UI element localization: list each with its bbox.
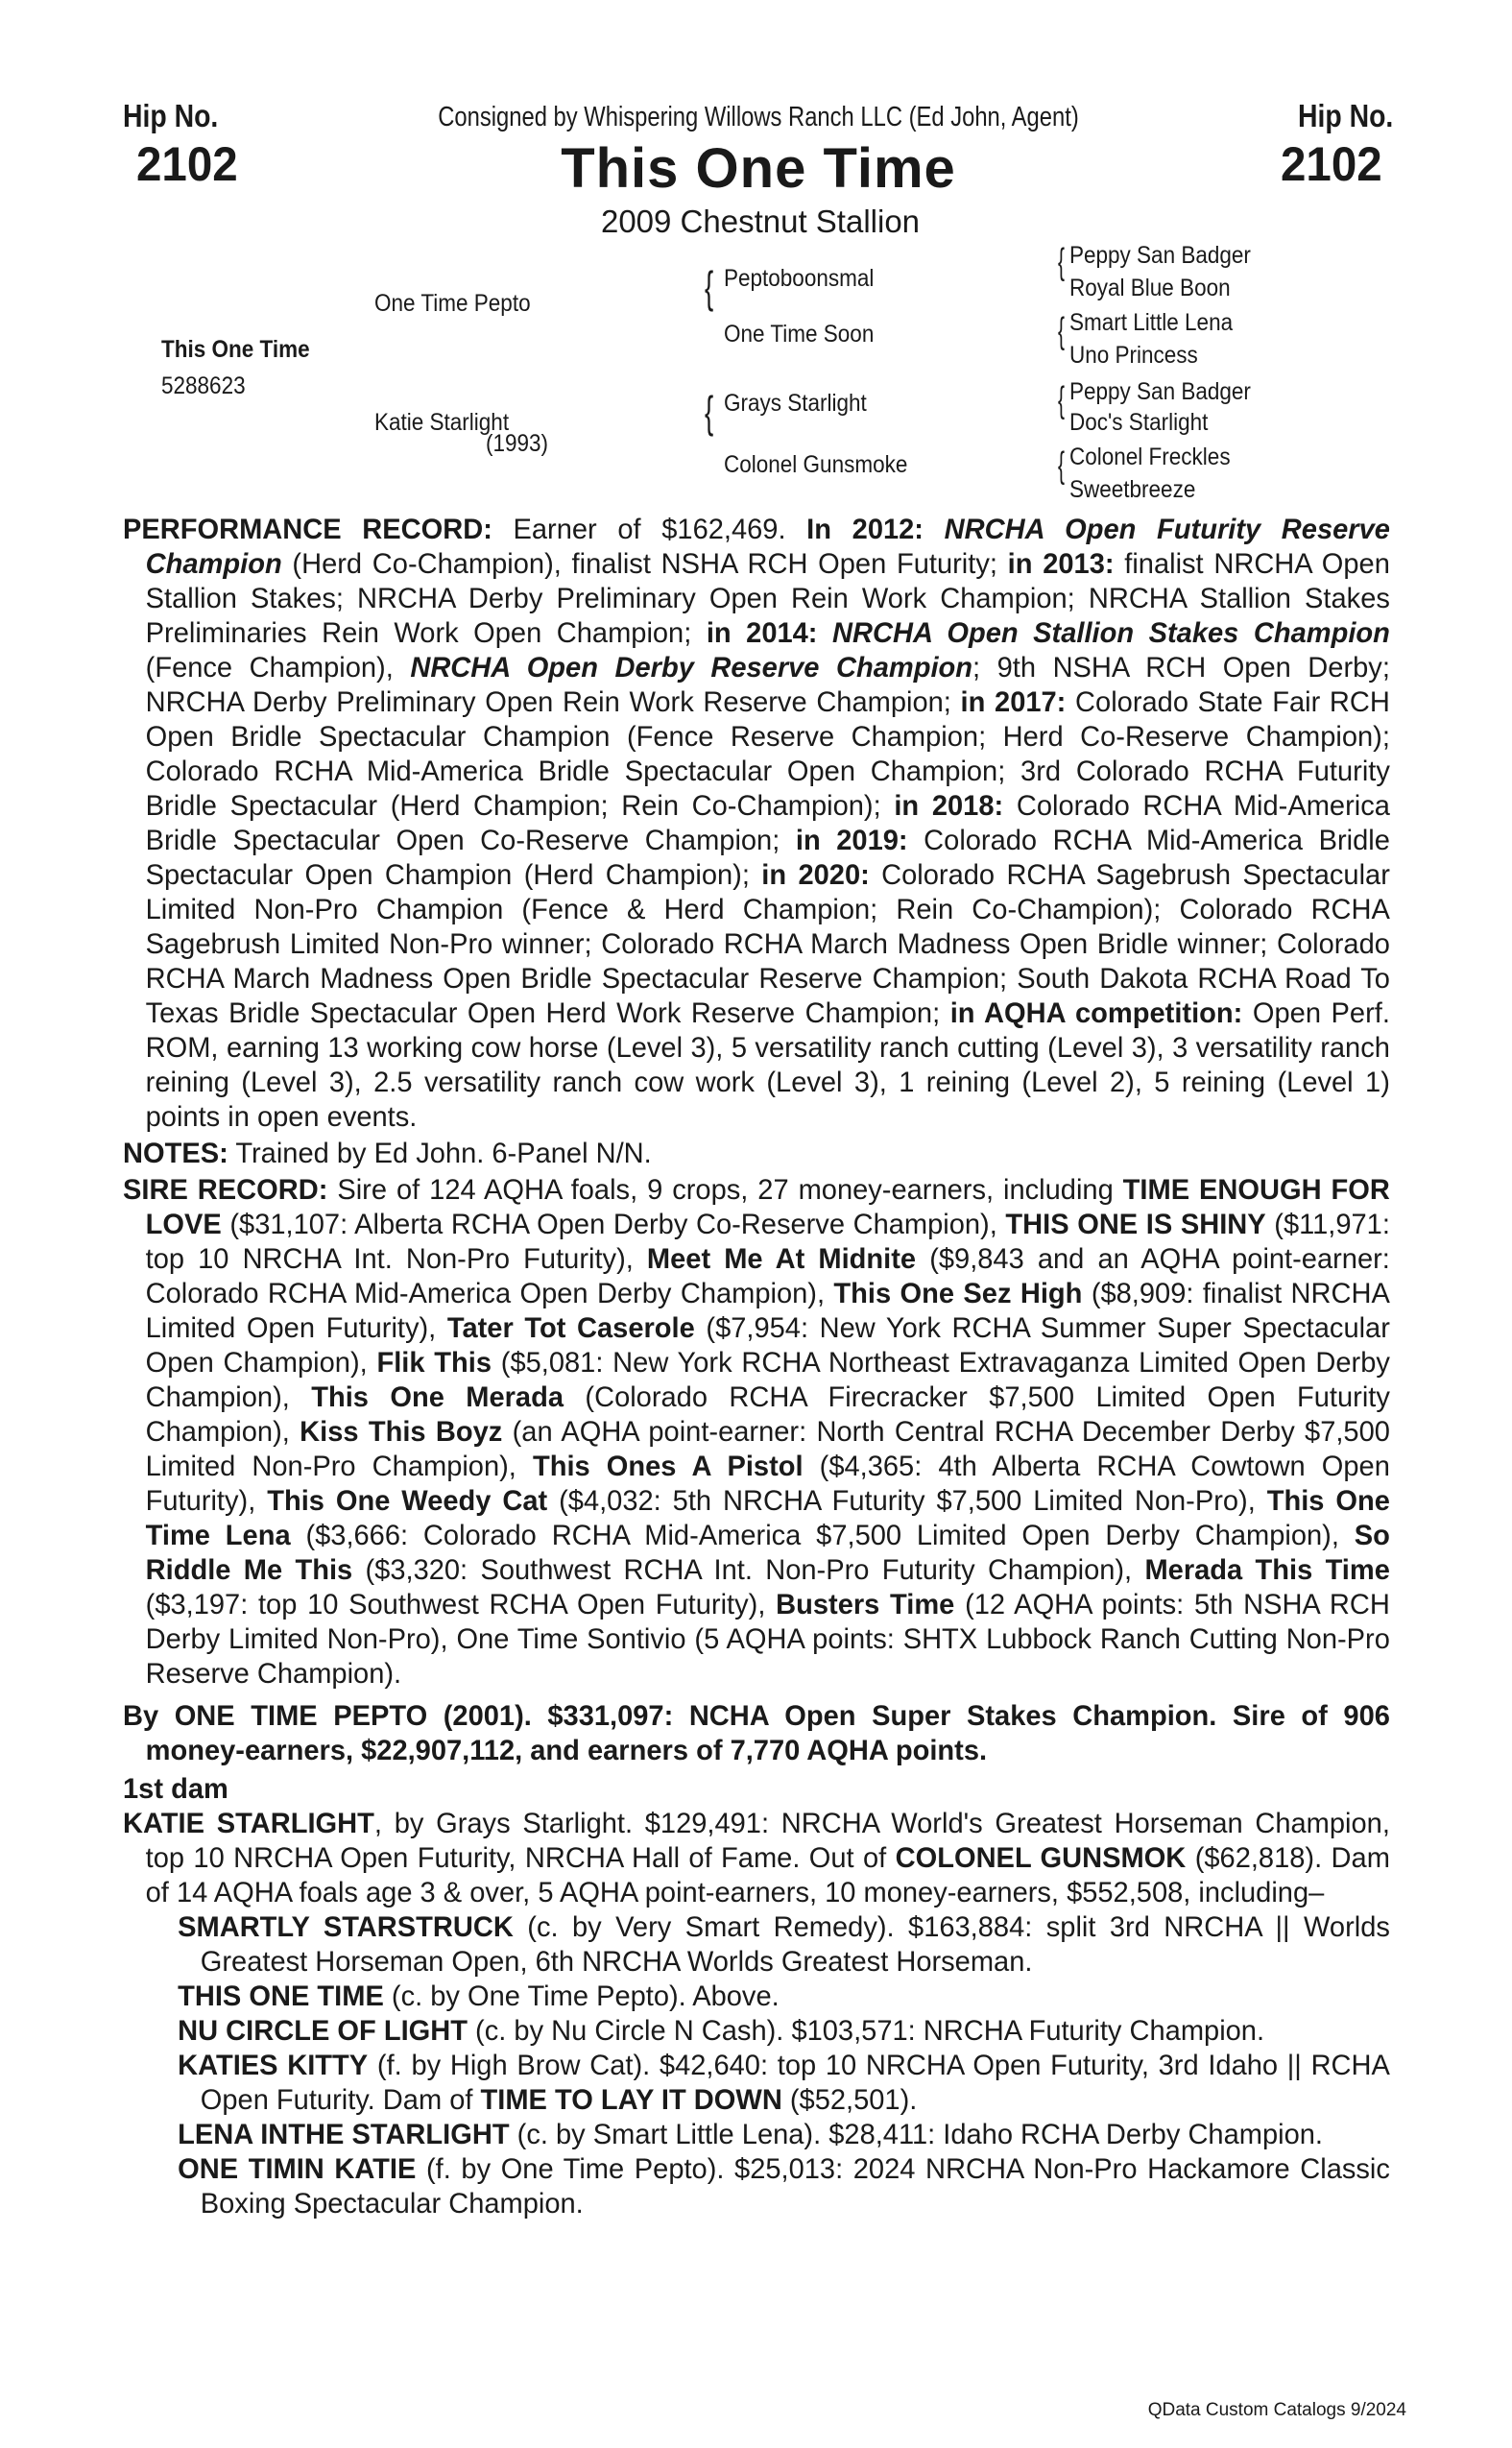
hip-label-left: Hip No. [123, 98, 219, 133]
brace-dam: { [705, 387, 714, 437]
pedigree-g1: Peppy San Badger [1069, 242, 1251, 269]
highlight-title: NRCHA Open Derby Reserve Champion [410, 652, 973, 684]
pedigree-g3: Smart Little Lena [1069, 309, 1234, 336]
by-sire-line: By ONE TIME PEPTO (2001). $331,097: NCHA Open Super Stakes Champion. Sire of 906 money-earners, $22,907,112, and earners of 7,770 AQHA points. [123, 1700, 1390, 1766]
produce-name: NU CIRCLE OF LIGHT [178, 2015, 468, 2047]
sire-record-text: ($8,909: finalist NRCHA Limited Open Futurity), [145, 1278, 1390, 1344]
sire-record-text: ($3,666: Colorado RCHA Mid-America $7,500 Limited Open Derby Champion), [290, 1520, 1355, 1551]
hip-number-right: 2102 [1281, 137, 1382, 191]
first-dam [123, 1807, 1390, 1910]
produce-text: (c. by Nu Circle N Cash). $103,571: NRCHA Futurity Champion. [467, 2015, 1265, 2047]
pedigree-dam-sire: Grays Starlight [724, 390, 867, 417]
pedigree-g7: Colonel Freckles [1069, 444, 1231, 470]
pedigree-sire-sire: Peptoboonsmal [724, 265, 875, 292]
offspring-name: So Riddle Me This [145, 1520, 1390, 1586]
catalog-body [123, 513, 1390, 2221]
pedigree-g4: Uno Princess [1069, 342, 1198, 369]
produce-item [123, 2014, 1390, 2049]
sire-record [123, 1173, 1390, 1692]
sire-record-text: ($3,197: top 10 Southwest RCHA Open Futurity), [145, 1589, 777, 1620]
produce-name: SMARTLY STARSTRUCK [178, 1911, 514, 1943]
produce-name: THIS ONE TIME [178, 1980, 384, 2012]
produce-item [123, 1910, 1390, 1980]
year-2018: in 2018: [894, 790, 1004, 822]
offspring-name: Kiss This Boyz [300, 1416, 503, 1448]
produce-text: ($52,501). [781, 2084, 918, 2116]
produce-text: (f. by One Time Pepto). $25,013: 2024 NRCHA Non-Pro Hackamore Classic Boxing Spectacular Champion. [200, 2153, 1390, 2220]
brace-g4: { [1058, 445, 1065, 486]
offspring-name: Flik This [376, 1347, 492, 1379]
performance-text: Open Perf. ROM, earning 13 working cow horse (Level 3), 5 versatility ranch cutting (Level 3), 3 versatility ranch reining (Level 3), 2.5 versatility ranch cow work (Level 3), 1 reining (Level 2), 5 reining (Level 1) points in open events. [145, 997, 1390, 1133]
hip-label-right: Hip No. [1298, 98, 1394, 133]
performance-text: finalist NRCHA Open Stallion Stakes; NRCHA Derby Preliminary Open Rein Work Champion; NRCHA Stallion Stakes Preliminaries Rein Work Open Champion; [145, 548, 1390, 649]
consignor-line: Consigned by Whispering Willows Ranch LLC (Ed John, Agent) [438, 102, 1079, 132]
aqha-heading: in AQHA competition: [949, 997, 1243, 1029]
sire-record-text: (an AQHA point-earner: North Central RCHA December Derby $7,500 Limited Non-Pro Champion), [145, 1416, 1390, 1482]
pedigree-sire: One Time Pepto [374, 290, 531, 317]
produce-text: (c. by Smart Little Lena). $28,411: Idaho RCHA Derby Champion. [509, 2119, 1323, 2150]
sire-record-text: ($4,365: 4th Alberta RCHA Cowtown Open Futurity), [145, 1451, 1390, 1517]
year-2019: in 2019: [795, 825, 908, 856]
grandget-name: TIME TO LAY IT DOWN [480, 2084, 782, 2116]
offspring-name: TIME ENOUGH FOR LOVE [145, 1174, 1390, 1240]
performance-text: (Fence Champion), [145, 652, 411, 684]
performance-text: (Herd Co-Champion), finalist NSHA RCH Open Futurity; [281, 548, 1008, 580]
produce-name: LENA INTHE STARLIGHT [178, 2119, 510, 2150]
notes-label: NOTES: [123, 1138, 228, 1169]
brace-g3: { [1058, 380, 1065, 420]
produce-item [123, 2049, 1390, 2118]
offspring-name: Busters Time [776, 1589, 955, 1620]
produce-name: ONE TIMIN KATIE [178, 2153, 417, 2185]
offspring-name: This One Weedy Cat [267, 1485, 548, 1517]
highlight-title: NRCHA Open Stallion Stakes Champion [832, 617, 1390, 649]
performance-text: Colorado RCHA Sagebrush Spectacular Limited Non-Pro Champion (Fence & Herd Champion; Rein Co-Champion); Colorado RCHA Sagebrush Limited Non-Pro winner; Colorado RCHA March Madness Open Bridle winner; Colorado RCHA March Madness Open Bridle Spectacular Reserve Champion; South Dakota RCHA Road To Texas Bridle Spectacular Open Herd Work Reserve Champion; [145, 859, 1390, 1029]
produce-item [123, 2118, 1390, 2152]
horse-title: This One Time [561, 137, 956, 200]
performance-text: Colorado RCHA Mid-America Bridle Spectacular Open Champion (Herd Champion); [145, 825, 1390, 891]
sire-record-text: Sire of 124 AQHA foals, 9 crops, 27 money-earners, including [327, 1174, 1123, 1206]
performance-text: Colorado RCHA Mid-America Bridle Spectacular Open Co-Reserve Champion; [145, 790, 1390, 856]
dam-name: KATIE STARLIGHT [123, 1808, 374, 1839]
produce-item [123, 1980, 1390, 2014]
offspring-name: This One Merada [311, 1381, 564, 1413]
offspring-name: Tater Tot Caserole [446, 1312, 695, 1344]
sire-record-text: ($3,320: Southwest RCHA Int. Non-Pro Futurity Champion), [352, 1554, 1145, 1586]
performance-text: Earner of $162,469. [492, 514, 807, 545]
produce-list [123, 1910, 1390, 2221]
year-2014: in 2014: [706, 617, 833, 649]
pedigree-g6: Doc's Starlight [1069, 409, 1209, 436]
performance-label: PERFORMANCE RECORD: [123, 514, 492, 545]
notes [123, 1137, 1390, 1171]
dam-text: ($62,818). Dam of 14 AQHA foals age 3 & over, 5 AQHA point-earners, 10 money-earners, $552,508, including– [145, 1842, 1390, 1908]
offspring-name: Meet Me At Midnite [646, 1243, 917, 1275]
pedigree-reg-number: 5288623 [161, 372, 246, 399]
footer-credit: QData Custom Catalogs 9/2024 [1147, 2400, 1406, 2420]
pedigree-sire-dam: One Time Soon [724, 321, 875, 348]
pedigree-dam: Katie Starlight [374, 409, 510, 436]
hip-number-left: 2102 [136, 137, 238, 191]
produce-name: KATIES KITTY [178, 2050, 369, 2081]
pedigree-horse: This One Time [161, 336, 310, 363]
pedigree-dam-year: (1993) [486, 430, 549, 457]
offspring-name: Merada This Time [1144, 1554, 1390, 1586]
produce-text: (f. by High Brow Cat). $42,640: top 10 NRCHA Open Futurity, 3rd Idaho || RCHA Open Futurity. Dam of [200, 2050, 1390, 2116]
sire-record-text: ($5,081: New York RCHA Northeast Extravaganza Limited Open Derby Champion), [145, 1347, 1390, 1413]
performance-text: Colorado State Fair RCH Open Bridle Spectacular Champion (Fence Reserve Champion; Herd Co-Reserve Champion); Colorado RCHA Mid-America Bridle Spectacular Open Champion; 3rd Colorado RCHA Futurity Bridle Spectacular (Herd Champion; Rein Co-Champion); [145, 686, 1390, 822]
granddam-name: COLONEL GUNSMOK [895, 1842, 1187, 1874]
sire-record-text: ($4,032: 5th NRCHA Futurity $7,500 Limited Non-Pro), [547, 1485, 1267, 1517]
first-dam-heading: 1st dam [123, 1773, 228, 1805]
offspring-name: This One Time Lena [145, 1485, 1390, 1551]
brace-sire: { [705, 262, 714, 312]
dam-text: , by Grays Starlight. $129,491: NRCHA World's Greatest Horseman Champion, top 10 NRCHA Open Futurity, NRCHA Hall of Fame. Out of [145, 1808, 1390, 1874]
produce-text: (c. by One Time Pepto). Above. [383, 1980, 780, 2012]
sire-record-text: ($11,971: top 10 NRCHA Int. Non-Pro Futurity), [145, 1209, 1390, 1275]
offspring-name: This One Sez High [833, 1278, 1083, 1309]
pedigree-g5: Peppy San Badger [1069, 378, 1251, 405]
sire-record-text: ($31,107: Alberta RCHA Open Derby Co-Reserve Champion), [221, 1209, 1006, 1240]
offspring-name: This Ones A Pistol [532, 1451, 804, 1482]
year-2017: in 2017: [960, 686, 1067, 718]
produce-item [123, 2152, 1390, 2221]
produce-text: (c. by Very Smart Remedy). $163,884: split 3rd NRCHA || Worlds Greatest Horseman Open, 6th NRCHA Worlds Greatest Horseman. [200, 1911, 1390, 1978]
year-2012: In 2012: [806, 514, 945, 545]
sire-record-text: (12 AQHA points: 5th NSHA RCH Derby Limited Non-Pro), One Time Sontivio (5 AQHA points: SHTX Lubbock Ranch Cutting Non-Pro Reserve Champion). [145, 1589, 1390, 1690]
pedigree-dam-dam: Colonel Gunsmoke [724, 451, 908, 478]
brace-g1: { [1058, 242, 1065, 282]
brace-g2: { [1058, 311, 1065, 351]
year-2020: in 2020: [761, 859, 870, 891]
notes-text: Trained by Ed John. 6-Panel N/N. [228, 1138, 652, 1169]
pedigree-g2: Royal Blue Boon [1069, 275, 1231, 301]
offspring-name: THIS ONE IS SHINY [1005, 1209, 1266, 1240]
highlight-title: NRCHA Open Futurity Reserve Champion [145, 514, 1390, 580]
sire-record-text: (Colorado RCHA Firecracker $7,500 Limited Open Futurity Champion), [145, 1381, 1390, 1448]
sire-record-text: ($7,954: New York RCHA Summer Super Spectacular Open Champion), [145, 1312, 1390, 1379]
performance-record [123, 513, 1390, 1135]
pedigree-g8: Sweetbreeze [1069, 476, 1196, 503]
performance-text: ; 9th NSHA RCH Open Derby; NRCHA Derby Preliminary Open Rein Work Reserve Champion; [145, 652, 1390, 718]
sire-record-text: ($9,843 and an AQHA point-earner: Colorado RCHA Mid-America Open Derby Champion), [145, 1243, 1390, 1309]
sire-record-label: SIRE RECORD: [123, 1174, 328, 1206]
horse-subtitle: 2009 Chestnut Stallion [600, 204, 921, 239]
year-2013: in 2013: [1007, 548, 1115, 580]
